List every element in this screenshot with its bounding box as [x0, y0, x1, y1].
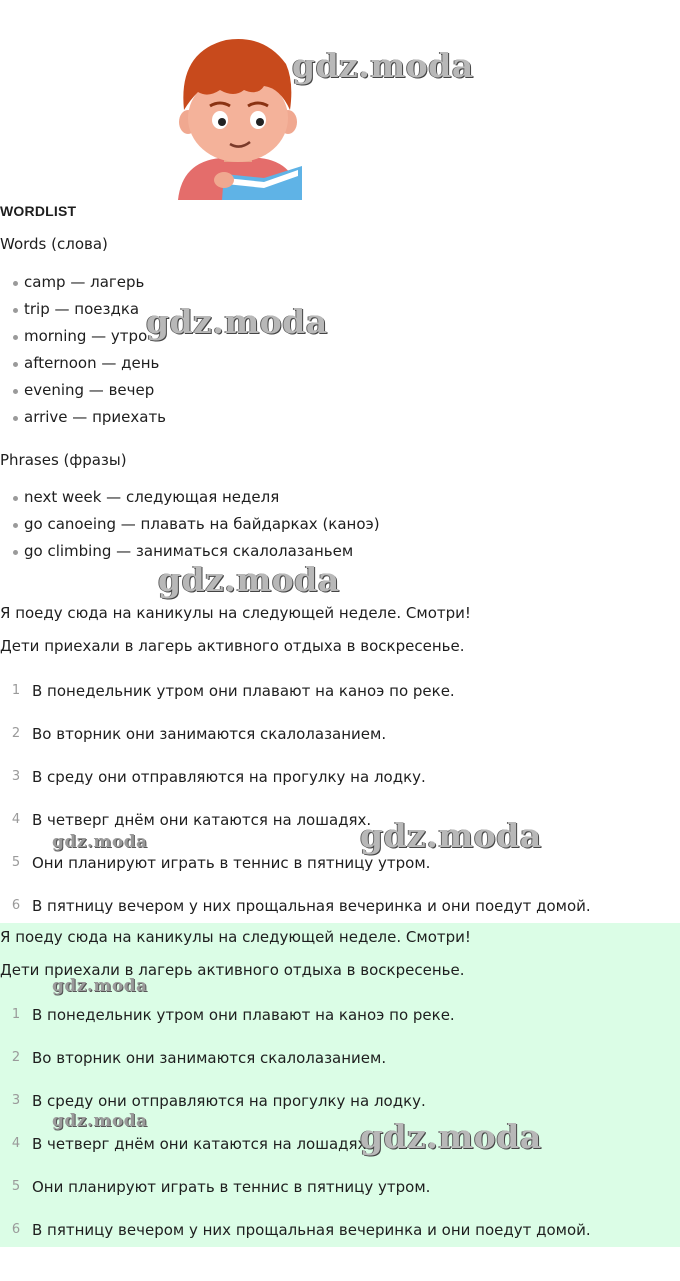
- watermark-small: gdz.moda: [52, 976, 148, 996]
- item-number: 2: [11, 1050, 21, 1065]
- boy-reading-illustration: [168, 30, 308, 200]
- item-number: 6: [11, 1222, 21, 1237]
- item-number: 1: [11, 1007, 21, 1022]
- phrases-list: [0, 484, 380, 565]
- item-number: 5: [11, 1179, 21, 1194]
- item-text: В четверг днём они катаются на лошадях.: [32, 811, 372, 829]
- watermark-answer: gdz.moda: [360, 1117, 542, 1156]
- item-text: Они планируют играть в теннис в пятницу утром.: [32, 854, 431, 872]
- item-number: 6: [11, 898, 21, 913]
- item-number: 3: [11, 1093, 21, 1108]
- words-heading: Words (слова): [0, 235, 108, 253]
- words-list: [0, 269, 166, 431]
- list-item: morning — утро: [0, 323, 166, 350]
- watermark-translation: gdz.moda: [360, 816, 542, 855]
- watermark-words: gdz.moda: [146, 302, 328, 341]
- watermark-small: gdz.moda: [52, 1111, 148, 1131]
- item-number: 5: [11, 855, 21, 870]
- wordlist-title: WORDLIST: [0, 203, 77, 219]
- list-item: arrive — приехать: [0, 404, 166, 431]
- translation-line-2: Дети приехали в лагерь активного отдыха в воскресенье.: [0, 637, 465, 655]
- item-text: В пятницу вечером у них прощальная вечеринка и они поедут домой.: [32, 897, 591, 915]
- item-text: Они планируют играть в теннис в пятницу утром.: [32, 1178, 431, 1196]
- watermark-phrases: gdz.moda: [158, 560, 340, 599]
- list-item: go climbing — заниматься скалолазаньем: [0, 538, 380, 565]
- item-text: В пятницу вечером у них прощальная вечеринка и они поедут домой.: [32, 1221, 591, 1239]
- answer-line-1: Я поеду сюда на каникулы на следующей неделе. Смотри!: [0, 928, 471, 946]
- translation-line-1: Я поеду сюда на каникулы на следующей неделе. Смотри!: [0, 604, 471, 622]
- list-item: evening — вечер: [0, 377, 166, 404]
- item-number: 3: [11, 769, 21, 784]
- item-number: 2: [11, 726, 21, 741]
- item-text: В понедельник утром они плавают на каноэ по реке.: [32, 1006, 455, 1024]
- item-number: 4: [11, 812, 21, 827]
- list-item: trip — поездка: [0, 296, 166, 323]
- item-text: В четверг днём они катаются на лошадях.: [32, 1135, 372, 1153]
- item-number: 4: [11, 1136, 21, 1151]
- phrases-heading: Phrases (фразы): [0, 451, 127, 469]
- item-number: 1: [11, 683, 21, 698]
- item-text: В понедельник утром они плавают на каноэ по реке.: [32, 682, 455, 700]
- item-text: В среду они отправляются на прогулку на лодку.: [32, 1092, 426, 1110]
- watermark-small: gdz.moda: [52, 832, 148, 852]
- item-text: Во вторник они занимаются скалолазанием.: [32, 725, 387, 743]
- list-item: camp — лагерь: [0, 269, 166, 296]
- answer-line-2: Дети приехали в лагерь активного отдыха в воскресенье.: [0, 961, 465, 979]
- item-text: Во вторник они занимаются скалолазанием.: [32, 1049, 387, 1067]
- list-item: go canoeing — плавать на байдарках (каноэ): [0, 511, 380, 538]
- list-item: next week — следующая неделя: [0, 484, 380, 511]
- list-item: afternoon — день: [0, 350, 166, 377]
- item-text: В среду они отправляются на прогулку на лодку.: [32, 768, 426, 786]
- watermark-header: gdz.moda: [292, 46, 474, 85]
- answer-block: [0, 923, 680, 1247]
